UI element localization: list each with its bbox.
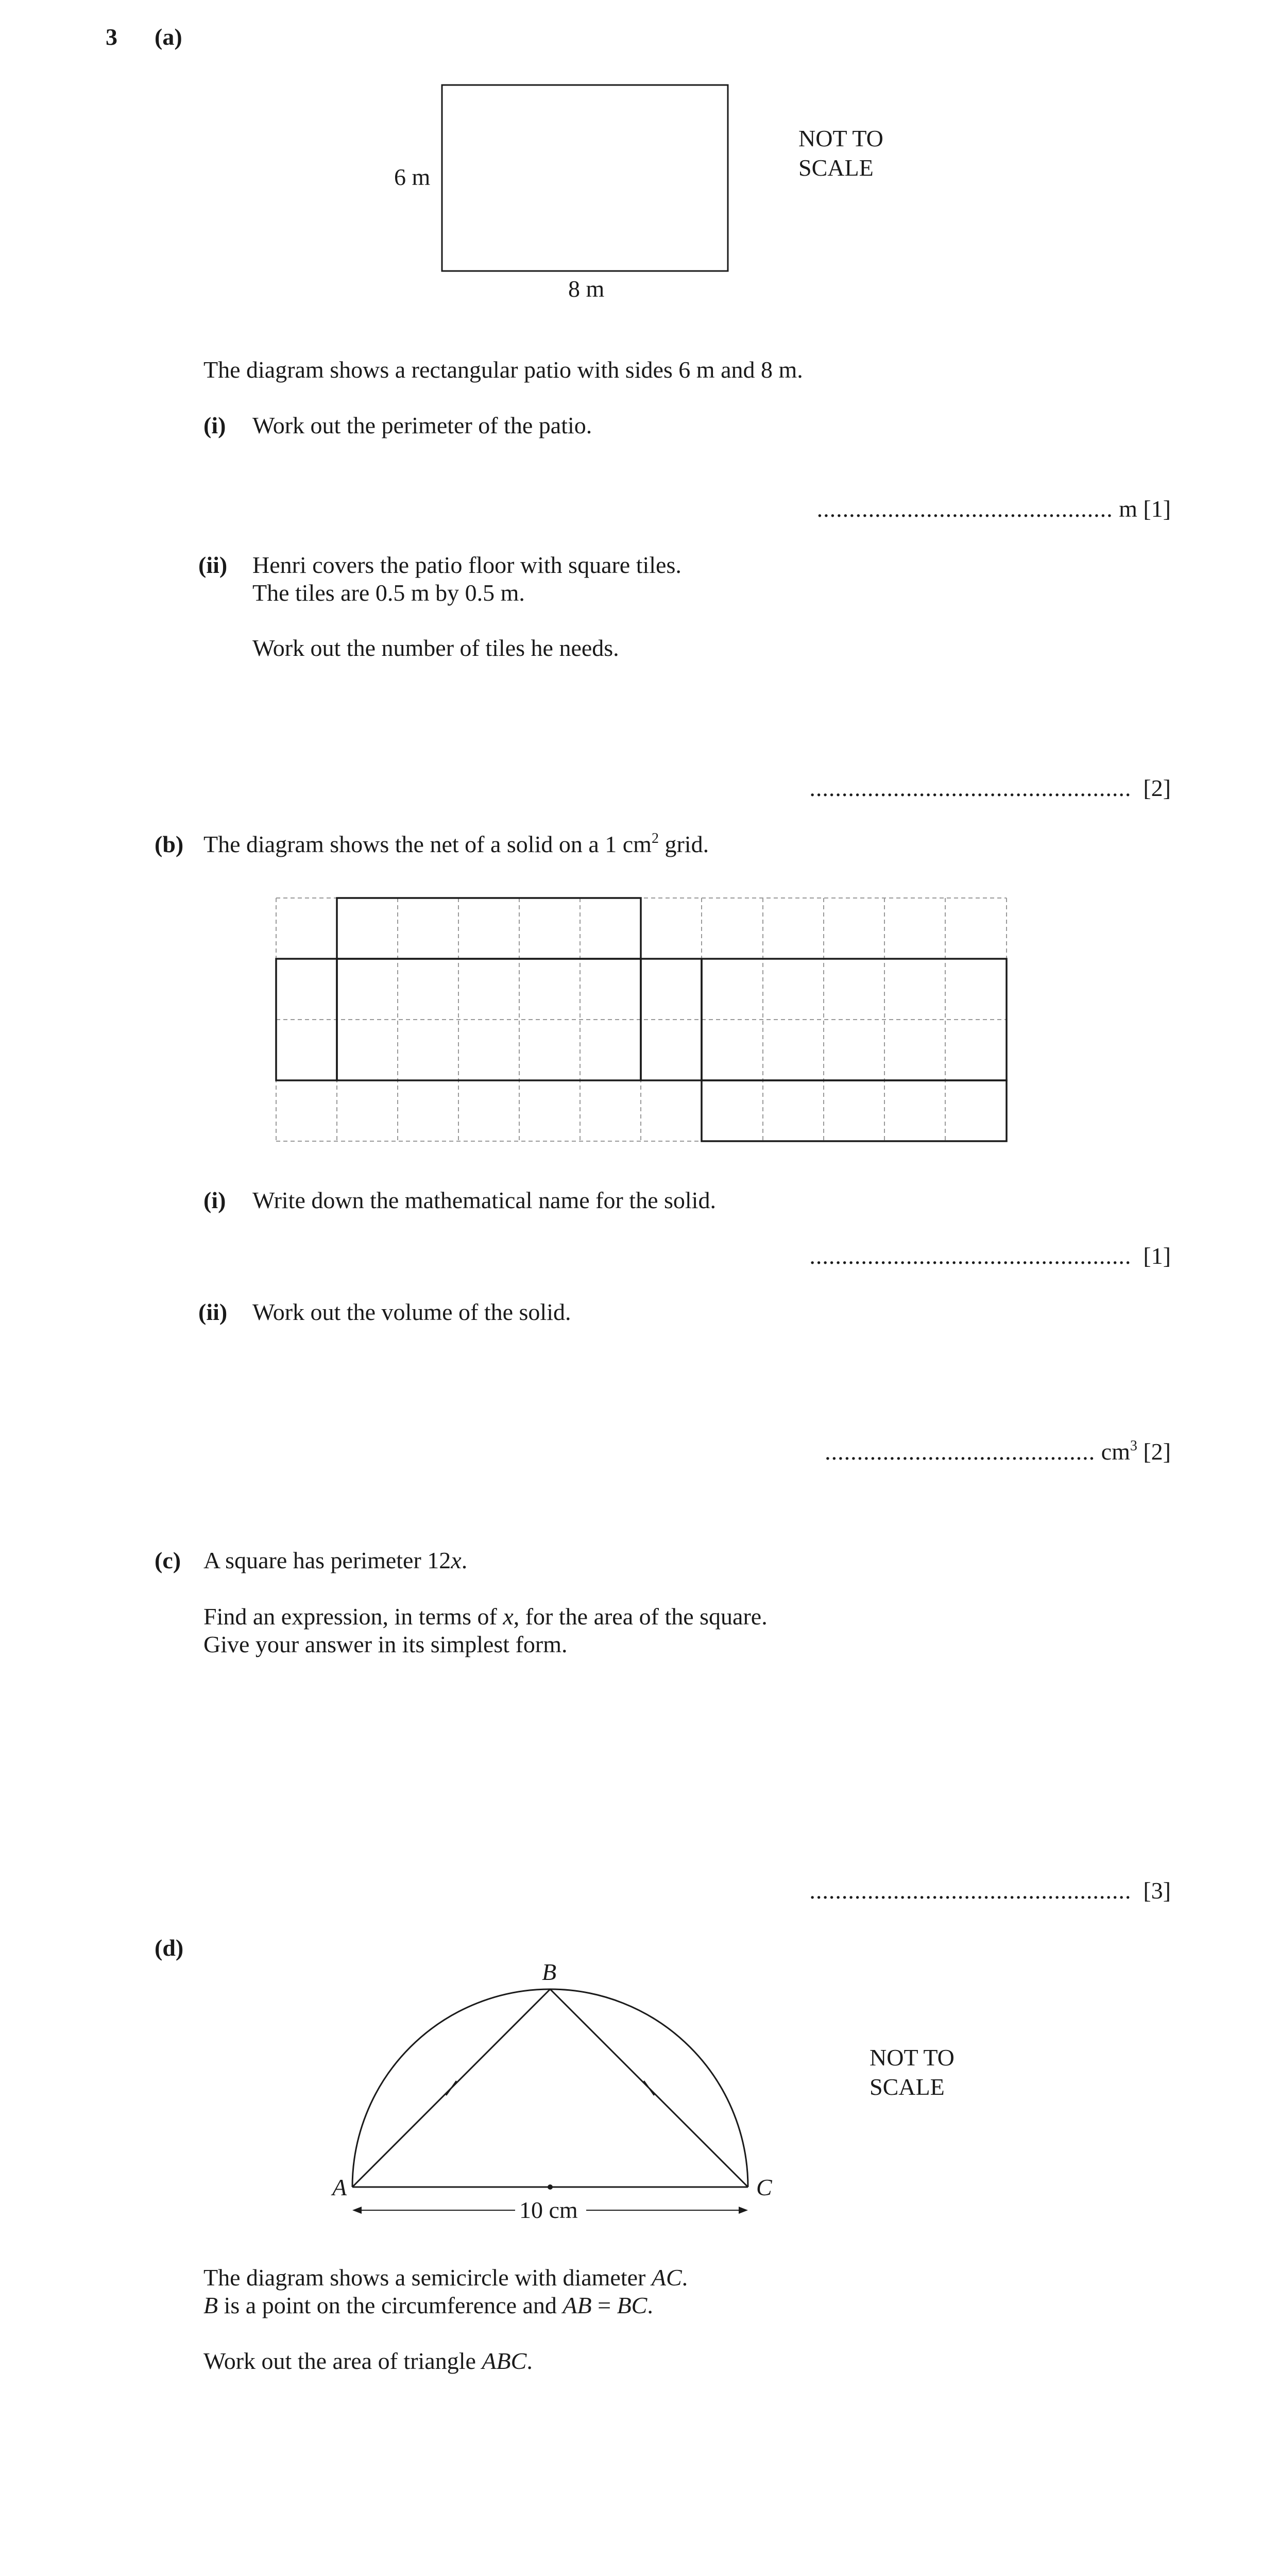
part-c-line3: Give your answer in its simplest form. bbox=[203, 1631, 568, 1657]
part-a-ii-line1: Henri covers the patio floor with square tiles. bbox=[252, 552, 681, 578]
not-to-scale-a-line2: SCALE bbox=[798, 155, 874, 181]
part-c-line1: A square has perimeter 12x. bbox=[203, 1547, 468, 1573]
part-a-i-label: (i) bbox=[203, 412, 226, 438]
patio-height-label: 6 m bbox=[394, 164, 431, 190]
answer-unit: cm bbox=[1101, 1438, 1130, 1465]
part-a-ii-label: (ii) bbox=[198, 552, 228, 578]
diameter-label: 10 cm bbox=[519, 2197, 578, 2223]
tick-mark-bc bbox=[644, 2081, 654, 2095]
part-a-intro: The diagram shows a rectangular patio with sides 6 m and 8 m. bbox=[203, 357, 803, 383]
marks: [1] bbox=[1143, 1243, 1171, 1269]
part-b-i-text: Write down the mathematical name for the solid. bbox=[252, 1187, 716, 1213]
answer-dots: .......................................... bbox=[825, 1438, 1096, 1465]
marks: [2] bbox=[1143, 1438, 1171, 1465]
part-c-line2: Find an expression, in terms of x, for the area of the square. bbox=[203, 1603, 768, 1630]
part-b-label: (b) bbox=[155, 831, 184, 857]
part-b-i-label: (i) bbox=[203, 1187, 226, 1213]
not-to-scale-d-line2: SCALE bbox=[870, 2074, 945, 2100]
arrowhead-right bbox=[739, 2207, 748, 2214]
tick-mark-ab bbox=[446, 2081, 456, 2095]
part-d-line3: Work out the area of triangle ABC. bbox=[203, 2348, 533, 2374]
part-a-i-text: Work out the perimeter of the patio. bbox=[252, 412, 592, 438]
arrowhead-left bbox=[352, 2207, 362, 2214]
answer-dots: .................................................. bbox=[809, 775, 1132, 801]
part-c-label: (c) bbox=[155, 1547, 181, 1573]
part-d-line1: The diagram shows a semicircle with diameter AC. bbox=[203, 2264, 688, 2291]
part-b-text: The diagram shows the net of a solid on a 1 $cm^2$ grid. bbox=[203, 831, 709, 857]
question-number: 3 bbox=[106, 24, 117, 50]
point-c-label: C bbox=[756, 2174, 772, 2200]
semicircle-arc bbox=[352, 1989, 748, 2187]
answer-unit-power: 3 bbox=[1130, 1438, 1137, 1454]
marks: [3] bbox=[1143, 1877, 1171, 1904]
patio-width-label: 8 m bbox=[568, 276, 605, 302]
part-a-ii-line3: Work out the number of tiles he needs. bbox=[252, 635, 619, 661]
answer-dots: .................................................. bbox=[809, 1243, 1132, 1269]
part-b-ii-label: (ii) bbox=[198, 1299, 228, 1325]
centre-dot bbox=[548, 2184, 553, 2190]
part-a-ii-line2: The tiles are 0.5 m by 0.5 m. bbox=[252, 580, 525, 606]
answer-dots: .................................................. bbox=[809, 1877, 1132, 1904]
not-to-scale-a-line1: NOT TO bbox=[798, 125, 883, 151]
part-d-label: (d) bbox=[155, 1935, 184, 1961]
part-d-line2: B is a point on the circumference and AB = BC. bbox=[203, 2292, 653, 2318]
part-a-label: (a) bbox=[155, 24, 182, 50]
not-to-scale-d-line1: NOT TO bbox=[870, 2044, 955, 2071]
point-b-label: B bbox=[542, 1959, 557, 1985]
answer-unit: m bbox=[1119, 496, 1137, 522]
answer-dots: .............................................. bbox=[816, 496, 1113, 522]
part-b-ii-text: Work out the volume of the solid. bbox=[252, 1299, 571, 1325]
marks: [2] bbox=[1143, 775, 1171, 801]
marks: [1] bbox=[1143, 496, 1171, 522]
point-a-label: A bbox=[332, 2174, 347, 2200]
